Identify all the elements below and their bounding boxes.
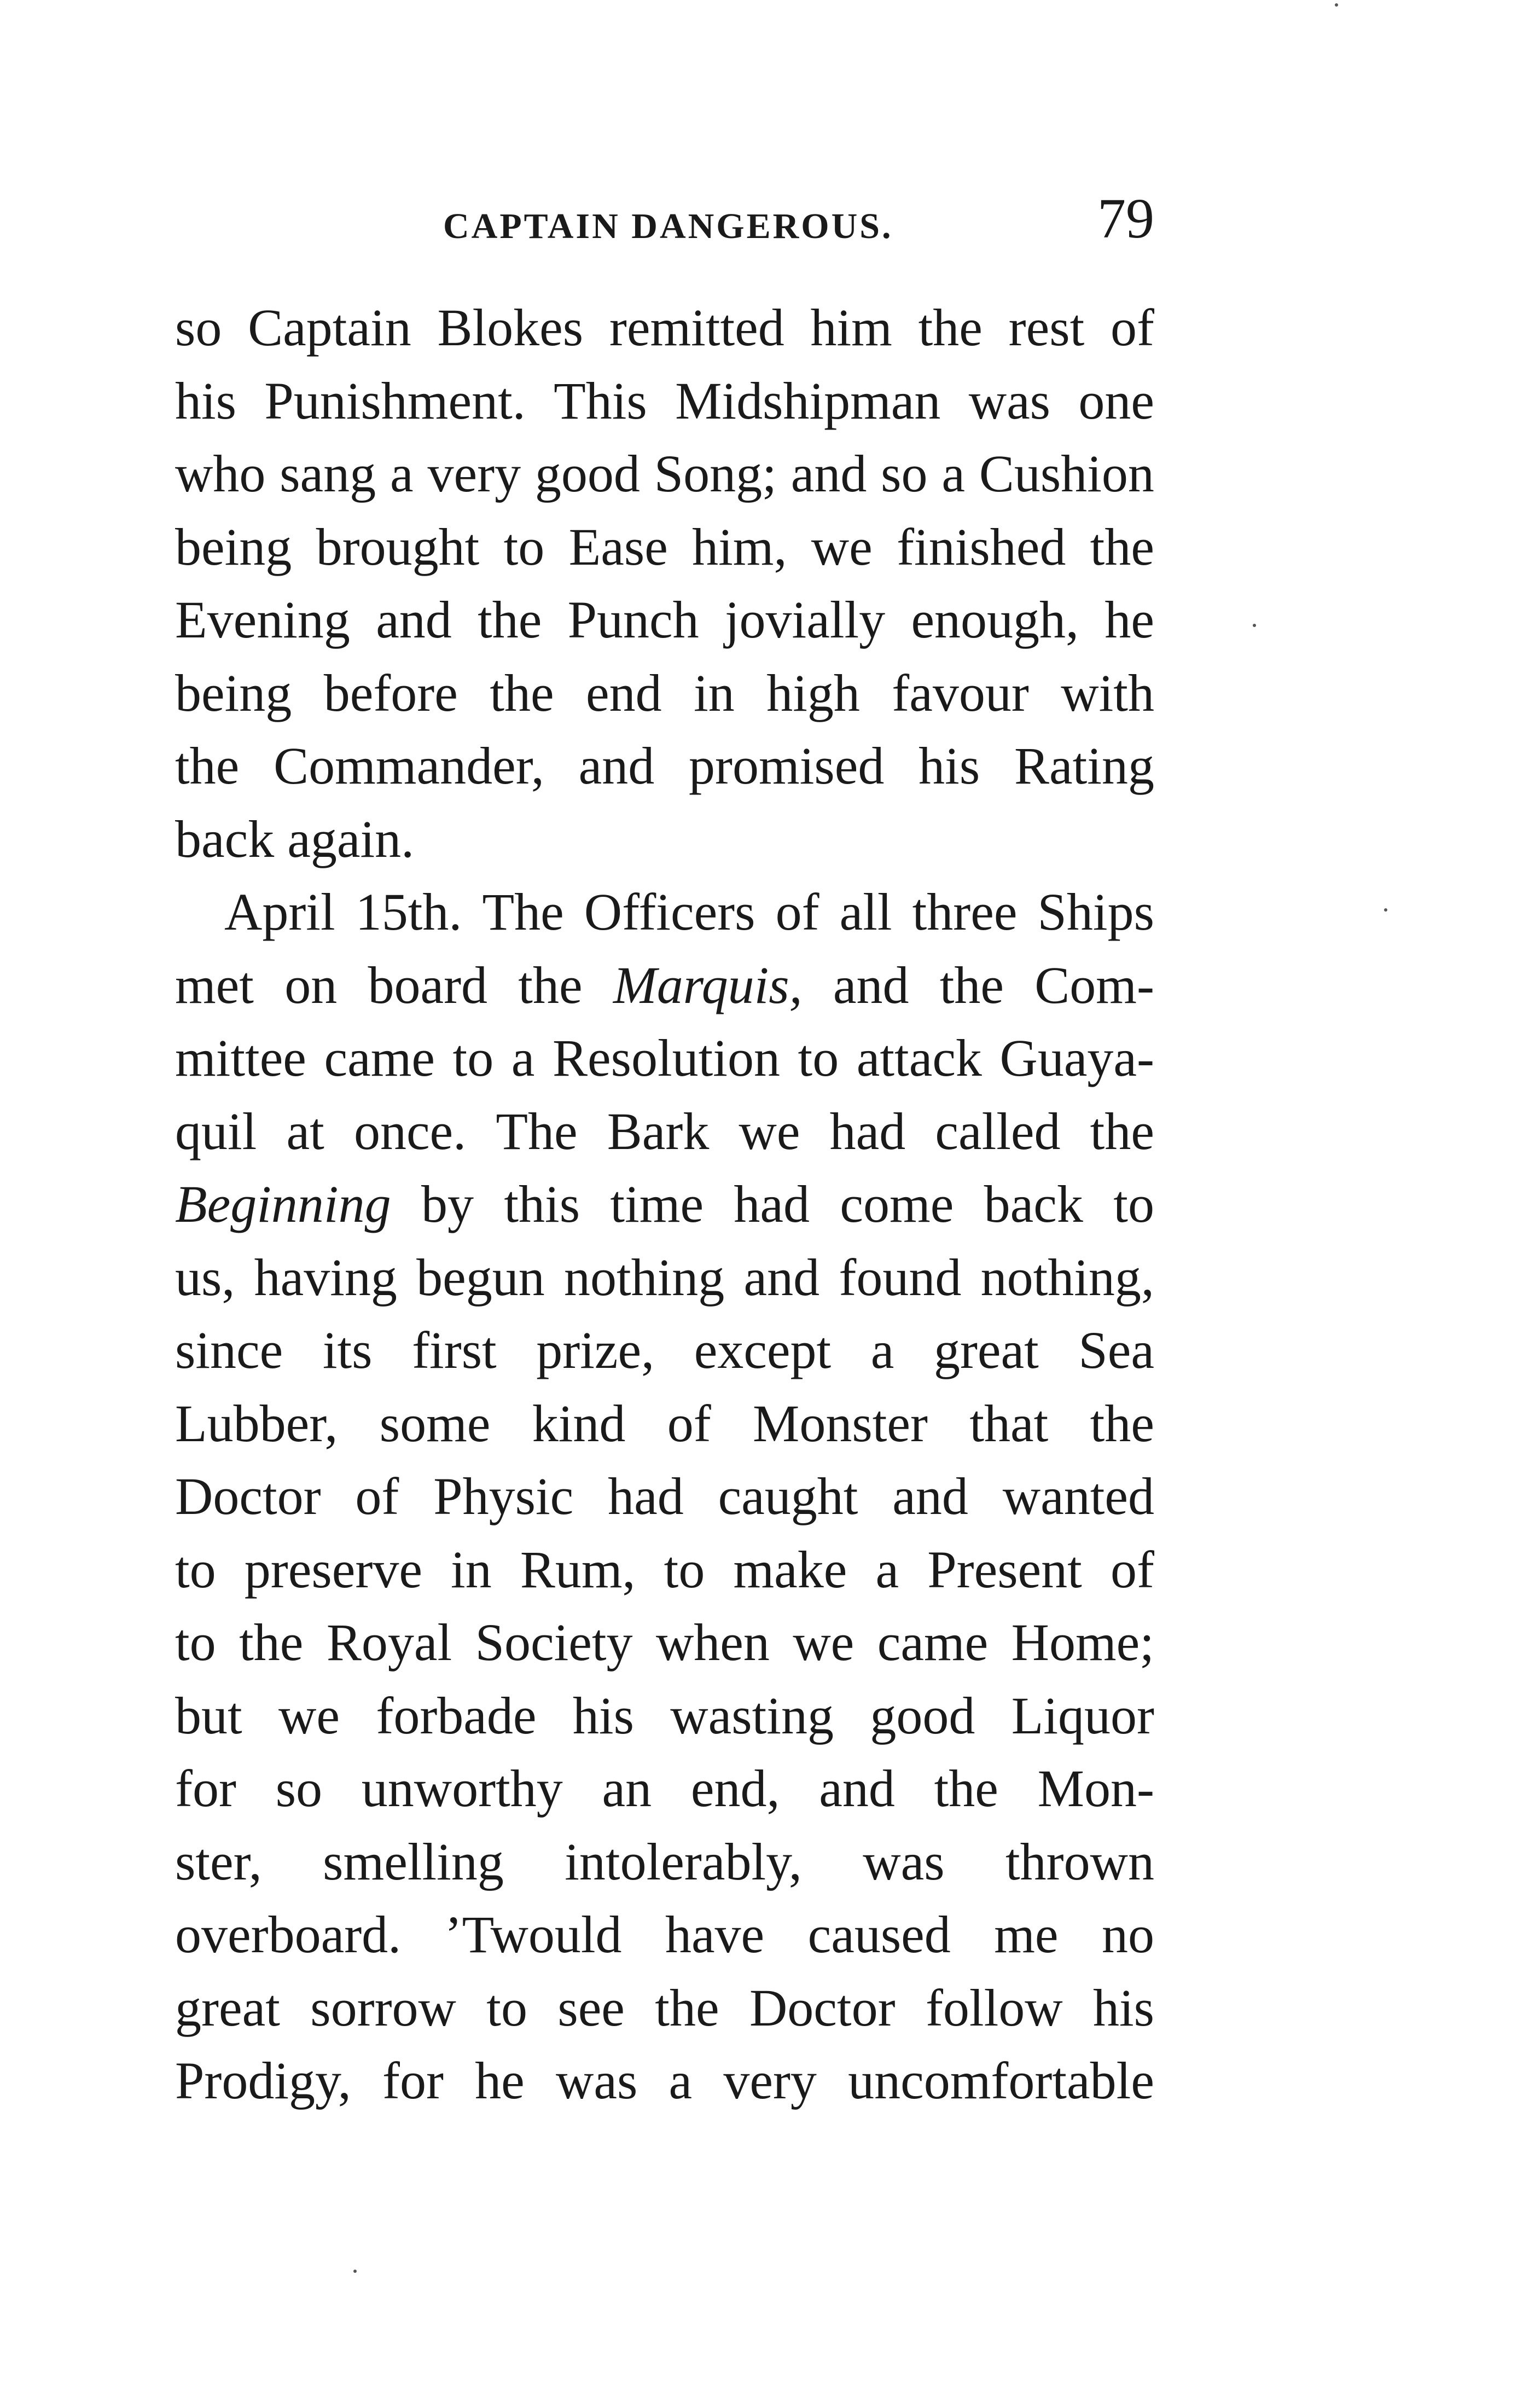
word: first [412,1321,497,1379]
word: unworthy [361,1759,563,1818]
word: to [175,1613,216,1672]
word: make [733,1540,847,1599]
word: we [811,517,873,576]
text-line [175,729,1154,803]
word: had [608,1467,684,1525]
word: his [919,736,980,795]
word: see [557,1978,625,2037]
word: to [175,1540,216,1599]
word: to [486,1978,527,2037]
word: at [286,1101,324,1161]
word: the [939,955,1004,1014]
word: come [840,1175,954,1233]
word: overboard. [175,1905,402,1964]
page-number: 79 [1097,187,1154,250]
word: we [793,1613,854,1672]
text-line [175,583,1154,657]
text-line [175,949,1154,1022]
text-line [175,2044,1154,2117]
word: rest [1008,298,1085,357]
word: a [669,2051,693,2110]
running-title: CAPTAIN DANGEROUS. [443,206,893,246]
word: the [918,298,983,357]
word: a [870,1321,894,1379]
paper-speck [1253,624,1256,627]
word: nothing [563,1247,725,1307]
word: him [810,298,892,357]
paper-speck [353,2270,357,2273]
word: him, [692,517,787,576]
word: no [1101,1905,1154,1964]
word: the [518,955,583,1014]
word: 15th. [355,883,462,941]
word: being [175,663,292,722]
word: found [839,1247,962,1307]
word: and [819,1759,895,1818]
word: to [452,1029,494,1087]
word: thrown [1005,1832,1154,1891]
word: good [534,444,640,503]
word: the [490,663,554,722]
word: Society [475,1613,633,1672]
text-line [175,1168,1154,1241]
word: board [368,955,488,1014]
word: Cushion [979,444,1154,503]
word: since [175,1321,283,1379]
word: Officers [584,883,755,941]
word: uncomfortable [848,2051,1154,2110]
word: the [934,1759,998,1818]
text-line [175,1241,1154,1314]
word: who [175,444,266,503]
word: of [1110,1540,1154,1599]
word: by [421,1175,474,1233]
word: quil [175,1101,257,1161]
word: Physic [433,1467,574,1525]
word: this [504,1175,580,1233]
word: Midshipman [675,371,941,430]
word: to [664,1540,705,1599]
text-line [175,657,1154,730]
word: of [667,1394,711,1453]
body-text [175,291,1154,2117]
word: to [1113,1175,1154,1233]
word: Bark [607,1101,710,1161]
word: great [175,1978,280,2037]
word: end [586,663,662,722]
word: for [175,1759,236,1818]
text-line [175,1825,1154,1899]
word: mittee [175,1029,306,1087]
word: have [665,1905,765,1964]
word: an [602,1759,652,1818]
word: back [984,1175,1083,1233]
word: Evening [175,590,350,649]
word: Present [927,1540,1082,1599]
word: and [578,736,655,795]
word: and [790,444,867,503]
word: but [175,1686,242,1745]
word: came [877,1613,989,1672]
word: a [390,444,414,503]
word: end, [690,1759,780,1818]
word: so [275,1759,323,1818]
word: Punch [567,590,699,649]
word: the [175,736,240,795]
text-line [175,1752,1154,1825]
word: caught [718,1467,858,1525]
word: preserve [244,1540,422,1599]
paper-speck [1384,908,1387,912]
word: Doctor [175,1467,321,1525]
word: prize, [536,1321,655,1379]
word: good [870,1686,975,1745]
text-line [175,1971,1154,2045]
word: forbade [376,1686,537,1745]
word: finished [897,517,1066,576]
word: when [655,1613,770,1672]
word: time [610,1175,704,1233]
word: in [451,1540,492,1599]
word: attack [856,1029,982,1087]
word: before [323,663,458,722]
word: a [875,1540,899,1599]
word: the [1090,517,1154,576]
word: favour [892,663,1029,722]
word: called [935,1101,1061,1161]
word: very [427,444,521,503]
text-line [175,1095,1154,1168]
word: ster, [175,1832,262,1891]
text-line [175,364,1154,438]
word: the [655,1978,719,2037]
word: Captain [248,298,411,357]
word: had [829,1101,906,1161]
word: Beginning [175,1175,391,1233]
word: Punishment. [264,371,526,430]
word: was [863,1832,945,1891]
word: wanted [1002,1467,1154,1525]
word: its [322,1321,373,1379]
word: his [572,1686,634,1745]
word: caused [807,1905,951,1964]
text-line [175,1606,1154,1679]
word: so [881,444,928,503]
word: Blokes [437,298,584,357]
word: great [933,1321,1039,1379]
text-line [175,1387,1154,1460]
word: The [496,1101,578,1161]
word: Guaya- [999,1029,1154,1087]
paper-speck [1335,3,1338,7]
word: of [355,1467,399,1525]
word: nothing, [980,1247,1154,1307]
word: had [734,1175,810,1233]
running-head [175,186,1154,263]
word: he [475,2051,525,2110]
word: kind [532,1394,626,1453]
word: high [766,663,860,722]
word: Com- [1034,955,1154,1014]
word: Monster [753,1394,928,1453]
word: back [175,809,275,868]
word: a [941,444,965,503]
word: jovially [724,590,886,649]
word: the [1090,1394,1154,1453]
word: ’Twould [444,1905,622,1964]
word: all [839,883,892,941]
text-line [175,510,1154,584]
text-line [175,1533,1154,1606]
text-line [175,437,1154,510]
word: the [239,1613,304,1672]
word: we [739,1101,800,1161]
word: was [968,371,1051,430]
word: met [175,955,254,1014]
word: we [278,1686,340,1745]
word: intolerably, [565,1832,802,1891]
word: in [694,663,735,722]
word: and [743,1247,820,1307]
word: sang [280,444,376,503]
word: Lubber, [175,1394,338,1453]
word: the [1090,1101,1154,1161]
word: Ease [568,517,668,576]
word: his [175,371,237,430]
word: except [694,1321,832,1379]
word: Song; [654,444,777,503]
text-line [175,1314,1154,1387]
word: April [224,883,335,941]
word: the [478,590,542,649]
word: that [969,1394,1049,1453]
word: again. [287,809,415,868]
word: his [1092,1978,1154,2037]
word: a [511,1029,535,1087]
text-line [175,1679,1154,1753]
text-line [175,875,1154,949]
word: Liquor [1011,1686,1154,1745]
word: begun [416,1247,545,1307]
word: and [376,590,452,649]
word: Ships [1037,883,1154,941]
word: Royal [326,1613,452,1672]
word: Home; [1011,1613,1154,1672]
word: very [723,2051,817,2110]
word: once. [353,1101,467,1161]
word: Prodigy, [175,2051,351,2110]
word: one [1078,371,1154,430]
word: three [912,883,1018,941]
word: and [833,955,909,1014]
word: so [175,298,222,357]
word: to [798,1029,839,1087]
text-line [175,1898,1154,1971]
word: Resolution [552,1029,780,1087]
text-line [175,803,1154,876]
text-line [175,1022,1154,1095]
text-line [175,1460,1154,1533]
word: us, [175,1247,235,1307]
word: came [324,1029,435,1087]
word: Doctor [749,1978,896,2037]
word: being [175,517,292,576]
word: Mon- [1037,1759,1154,1818]
word: was [556,2051,638,2110]
word: brought [316,517,480,576]
word: and [892,1467,968,1525]
word: The [482,883,564,941]
word: some [379,1394,491,1453]
word: Marquis, [613,955,803,1014]
word: having [254,1247,397,1307]
word: smelling [323,1832,504,1891]
word: wasting [670,1686,834,1745]
word: me [994,1905,1059,1964]
word: for [382,2051,444,2110]
word: to [503,517,545,576]
word: of [775,883,819,941]
word: Rating [1014,736,1154,795]
word: Commander, [274,736,544,795]
word: with [1061,663,1154,722]
word: sorrow [310,1978,456,2037]
word: promised [689,736,885,795]
word: remitted [609,298,784,357]
text-line [175,291,1154,364]
word: This [554,371,647,430]
word: on [284,955,338,1014]
word: of [1110,298,1154,357]
word: Sea [1078,1321,1154,1379]
word: follow [925,1978,1063,2037]
word: Rum, [520,1540,636,1599]
word: enough, [911,590,1079,649]
word: he [1105,590,1154,649]
